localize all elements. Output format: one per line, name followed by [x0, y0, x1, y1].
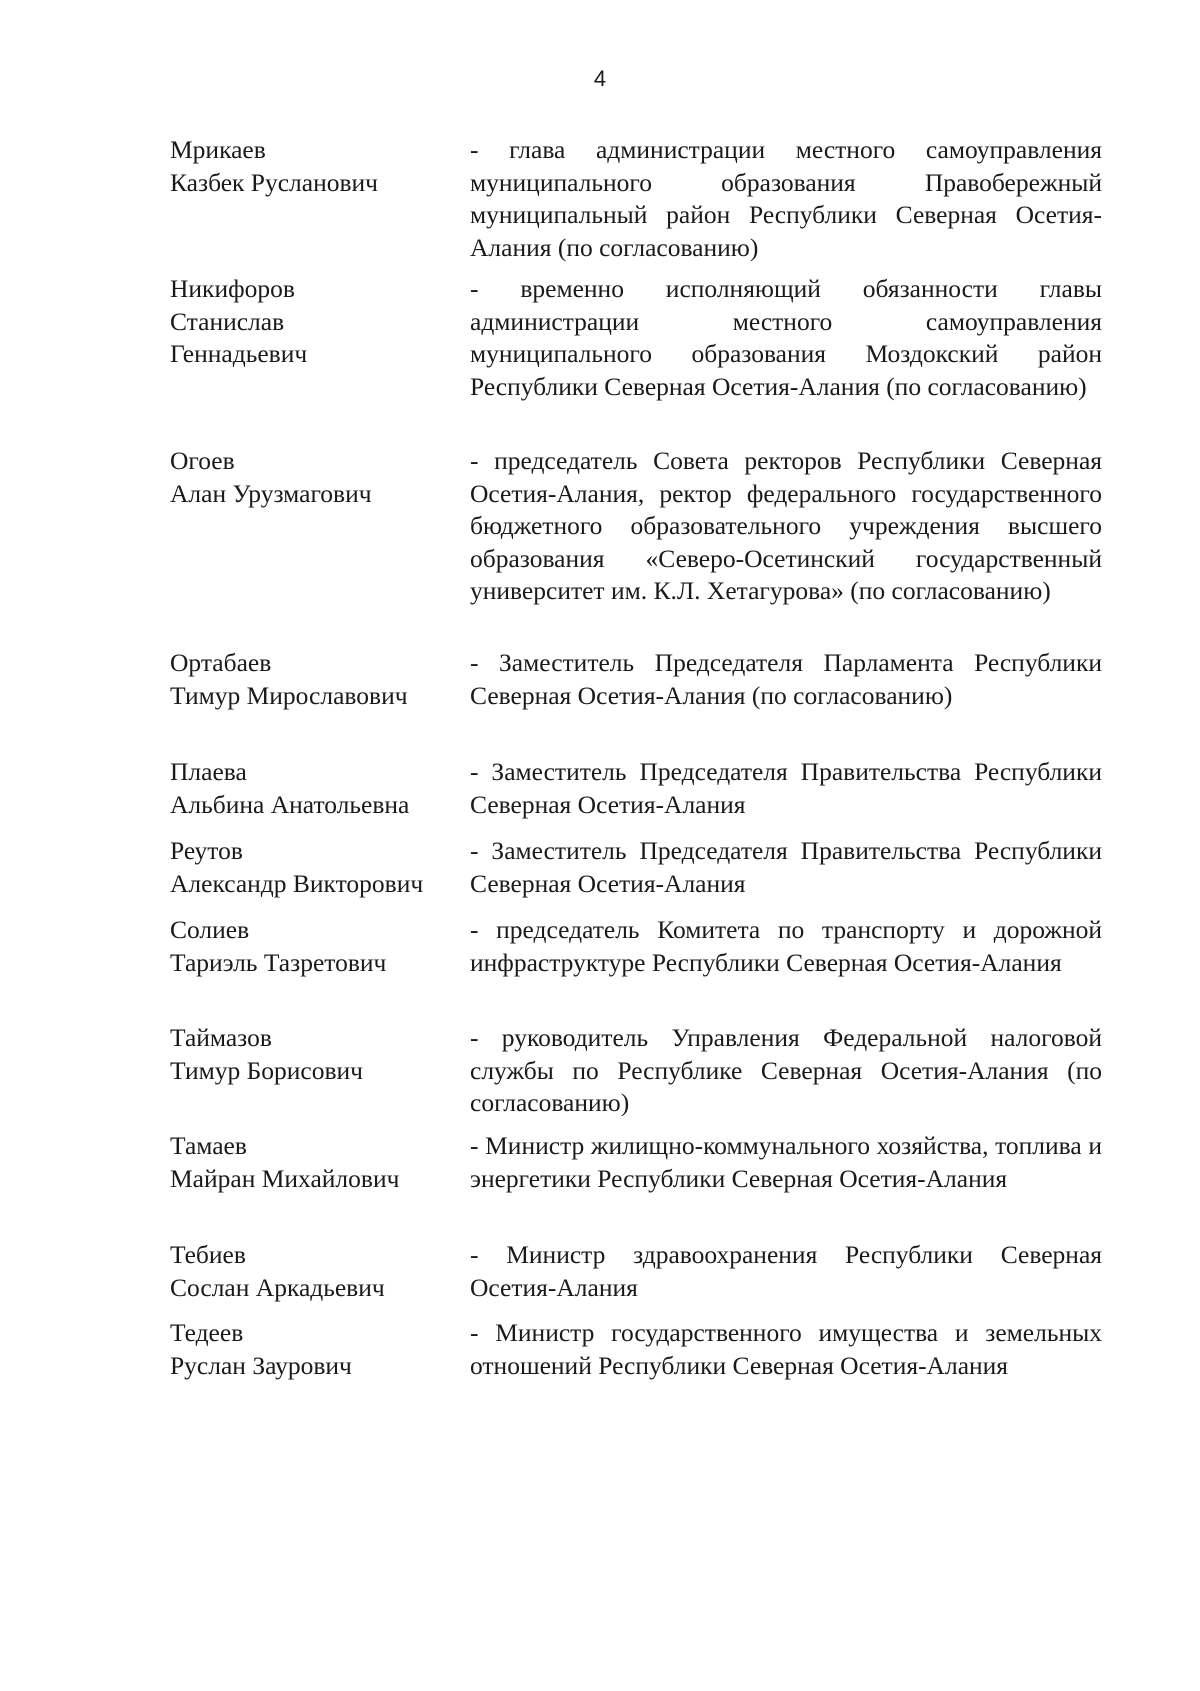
member-surname: Тамаев	[170, 1131, 247, 1160]
member-given-names: Майран Михайлович	[170, 1163, 400, 1193]
member-given-names: Алан Урузмагович	[170, 478, 372, 508]
member-given-names: Руслан Заурович	[170, 1350, 352, 1380]
member-surname: Плаева	[170, 757, 247, 786]
member-surname: Огоев	[170, 446, 235, 475]
member-description: - Заместитель Председателя Парламента Республики Северная Осетия-Алания (по согласованию)	[470, 648, 1102, 710]
member-patronymic: Геннадьевич	[170, 339, 308, 368]
member-name	[170, 445, 460, 510]
member-given-names: Станислав	[170, 306, 285, 336]
member-description: - глава администрации местного самоуправления муниципального образования Правобережный муниципальный район Республики Северная Осетия-Алания (по согласованию)	[470, 135, 1102, 262]
member-surname: Солиев	[170, 915, 250, 944]
member-description: - председатель Комитета по транспорту и дорожной инфраструктуре Республики Северная Осетия-Алания	[470, 915, 1102, 977]
member-description: - Министр здравоохранения Республики Северная Осетия-Алания	[470, 1240, 1102, 1302]
member-given-names: Альбина Анатольевна	[170, 789, 410, 819]
member-name	[170, 273, 460, 371]
member-given-names: Казбек Русланович	[170, 167, 378, 197]
page-number: 4	[593, 66, 607, 91]
member-surname: Тедеев	[170, 1318, 244, 1347]
member-name	[170, 835, 460, 900]
member-description: - Министр государственного имущества и земельных отношений Республики Северная Осетия-Алания	[470, 1318, 1102, 1380]
member-given-names: Сослан Аркадьевич	[170, 1272, 385, 1302]
member-description: - Заместитель Председателя Правительства Республики Северная Осетия-Алания	[470, 757, 1102, 819]
member-description: - Заместитель Председателя Правительства Республики Северная Осетия-Алания	[470, 836, 1102, 898]
member-surname: Тебиев	[170, 1240, 246, 1269]
member-surname: Реутов	[170, 836, 243, 865]
member-name	[170, 756, 460, 821]
member-given-names: Александр Викторович	[170, 868, 424, 898]
member-name	[170, 1022, 460, 1087]
member-surname: Ортабаев	[170, 648, 272, 677]
member-description: - временно исполняющий обязанности главы администрации местного самоуправления муниципального образования Моздокский район Республики Северная Осетия-Алания (по согласованию)	[470, 274, 1102, 401]
member-given-names: Тимур Борисович	[170, 1055, 363, 1085]
member-name	[170, 1130, 460, 1195]
member-surname: Никифоров	[170, 274, 295, 303]
member-surname: Мрикаев	[170, 135, 266, 164]
member-description: - председатель Совета ректоров Республики Северная Осетия-Алания, ректор федерального государственного бюджетного образовательного учреждения высшего образования «Северо-Осетинский государственный университет им. К.Л. Хетагурова» (по согласованию)	[470, 446, 1102, 605]
member-description: - Министр жилищно-коммунального хозяйства, топлива и энергетики Республики Северная Осетия-Алания	[470, 1131, 1102, 1193]
member-name	[170, 1239, 460, 1304]
member-description: - руководитель Управления Федеральной налоговой службы по Республике Северная Осетия-Алания (по согласованию)	[470, 1023, 1102, 1117]
member-name	[170, 647, 460, 712]
member-given-names: Тимур Мирославович	[170, 680, 408, 710]
member-surname: Таймазов	[170, 1023, 272, 1052]
member-name	[170, 914, 460, 979]
member-given-names: Тариэль Тазретович	[170, 947, 387, 977]
member-name	[170, 134, 460, 199]
member-name	[170, 1317, 460, 1382]
